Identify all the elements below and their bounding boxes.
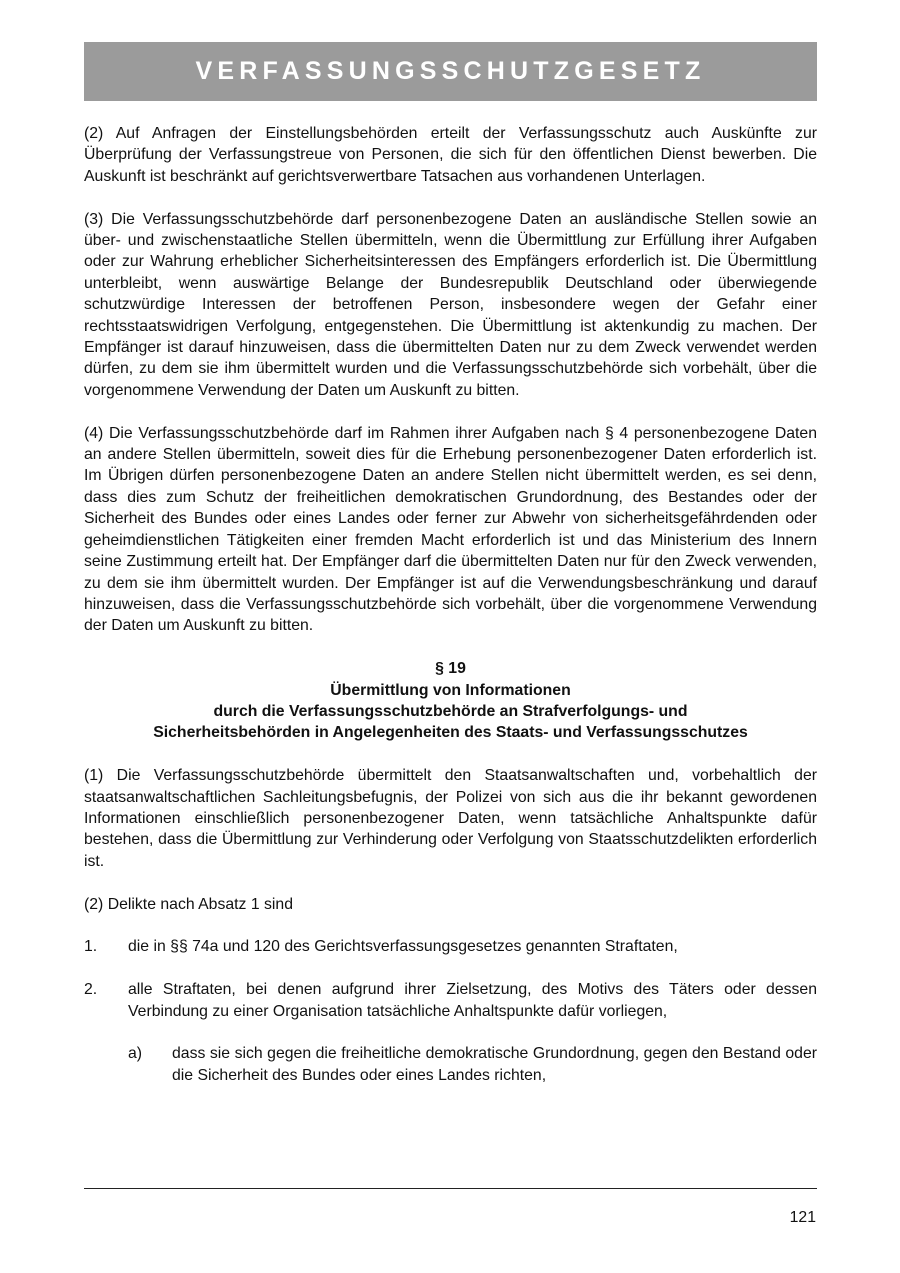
section-title-line-2: durch die Verfassungsschutzbehörde an Strafverfolgungs- und <box>213 702 688 720</box>
paragraph-3: (3) Die Verfassungsschutzbehörde darf personenbezogene Daten an ausländische Stellen sowie an über- und zwischenstaatliche Stellen übermitteln, wenn die Übermittlung zur Erfüllung ihrer Aufgaben oder zur Wahrung erheblicher Sicherheitsinteressen des Empfängers erforderlich ist. Die Übermittlung unterbleibt, wenn auswärtige Belange der Bundesrepublik Deutschland oder überwiegende schutzwürdige Interessen der betroffenen Person, insbesondere wegen der Gefahr einer rechtsstaatswidrigen Verfolgung, entgegenstehen. Die Übermittlung ist aktenkundig zu machen. Der Empfänger ist darauf hinzuweisen, dass die übermittelten Daten nur zu dem Zweck verwendet werden dürfen, zu dem sie ihm übermittelt wurden und die Verfassungsschutzbehörde sich vorbehält, über die vorgenommene Verwendung der Daten um Auskunft zu bitten. <box>84 210 817 399</box>
header-bar <box>84 42 817 101</box>
list-item <box>84 979 817 1022</box>
section-paragraph-1: (1) Die Verfassungsschutzbehörde übermittelt den Staatsanwaltschaften und, vorbehaltlich der staatsanwaltschaftlichen Sachleitungsbefugnis, der Polizei von sich aus die ihr bekannt gewordenen Informationen einschließlich personenbezogener Daten, wenn tatsächliche Anhaltspunkte dafür bestehen, dass die Übermittlung zur Verhinderung oder Verfolgung von Staatsschutzdelikten erforderlich ist. <box>84 767 817 870</box>
list-item-text: alle Straftaten, bei denen aufgrund ihrer Zielsetzung, des Motivs des Täters oder dessen Verbindung zu einer Organisation tatsächliche Anhaltspunkte dafür vorliegen, <box>128 981 817 1020</box>
paragraph-4: (4) Die Verfassungsschutzbehörde darf im Rahmen ihrer Aufgaben nach § 4 personenbezogene Daten an andere Stellen übermitteln, soweit dies für die Erhebung personenbezogener Daten erforderlich ist. Im Übrigen dürfen personenbezogene Daten an andere Stellen nicht übermittelt werden, es sei denn, dass dies zum Schutz der freiheitlichen demokratischen Grundordnung, des Bestandes oder der Sicherheit des Bundes oder eines Landes oder ferner zur Abwehr von sicherheitsgefährdenden oder geheimdienstlichen Tätigkeiten einer fremden Macht erforderlich ist und das Ministerium des Innern seine Zustimmung erteilt hat. Der Empfänger darf die übermittelten Daten nur für den Zweck verwenden, zu dem sie ihm übermittelt wurden. Der Empfänger ist auf die Verwendungsbeschränkung und darauf hinzuweisen, dass die Verfassungsschutzbehörde sich vorbehält, über die vorgenommene Verwendung der Daten um Auskunft zu bitten. <box>84 424 817 635</box>
sub-list-item-label: a) <box>128 1045 143 1063</box>
section-title-line-1: Übermittlung von Informationen <box>330 681 571 699</box>
page-number: 121 <box>789 1209 816 1226</box>
list-item-number: 1. <box>84 938 98 956</box>
section-number: § 19 <box>435 660 466 678</box>
list-item-number: 2. <box>84 981 98 999</box>
section-title-line-3: Sicherheitsbehörden in Angelegenheiten des Staats- und Verfassungsschutzes <box>153 724 748 742</box>
paragraph-2: (2) Auf Anfragen der Einstellungsbehörden erteilt der Verfassungsschutz auch Auskünfte zur Überprüfung der Verfassungstreue von Personen, die sich für den öffentlichen Dienst bewerben. Die Auskunft ist beschränkt auf gerichtsverwertbare Tatsachen aus vorhandenen Unterlagen. <box>84 125 817 185</box>
sub-list-item-text: dass sie sich gegen die freiheitliche demokratische Grundordnung, gegen den Bestand oder die Sicherheit des Bundes oder eines Landes richten, <box>172 1045 817 1084</box>
list-item <box>84 936 817 957</box>
document-body <box>84 123 817 1108</box>
sub-list-item <box>128 1043 817 1086</box>
list-item-text: die in §§ 74a und 120 des Gerichtsverfassungsgesetzes genannten Straftaten, <box>128 938 678 956</box>
section-heading <box>84 658 817 744</box>
section-paragraph-2: (2) Delikte nach Absatz 1 sind <box>84 895 293 913</box>
document-title: VERFASSUNGSSCHUTZGESETZ <box>195 57 706 85</box>
footer-divider <box>84 1188 817 1189</box>
